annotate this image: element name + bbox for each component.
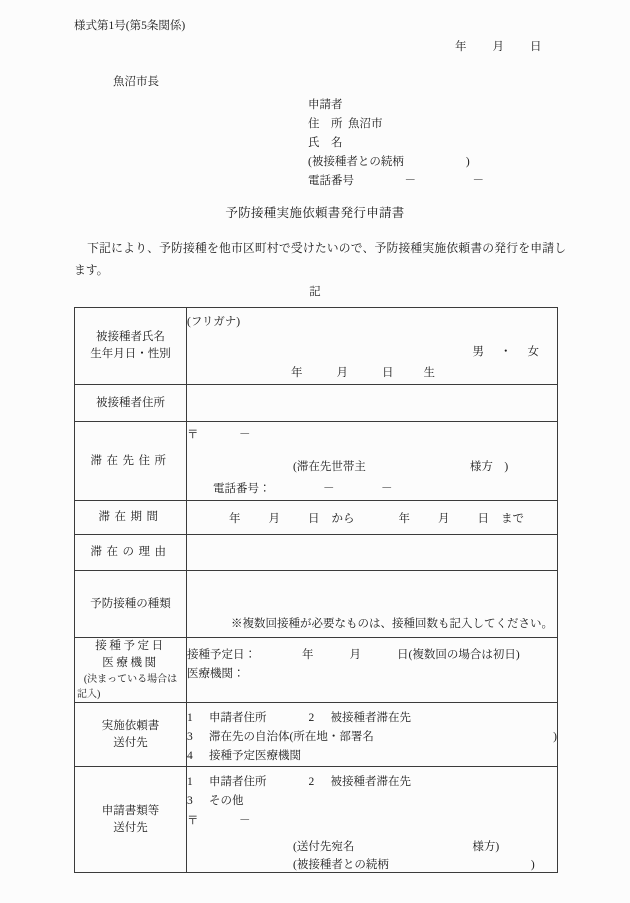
label-line-2: 送付先 <box>113 736 148 749</box>
applicant-tel-label: 電話番号 <box>308 175 354 187</box>
householder-label: (滞在先世帯主 <box>293 461 366 473</box>
from-year: 年 <box>229 512 241 525</box>
stay-period-line[interactable] <box>187 510 557 526</box>
applicant-title: 申請者 <box>308 99 343 111</box>
destination-name-line[interactable] <box>187 838 557 854</box>
label-line-1: 実施依頼書 <box>101 719 160 732</box>
stay-tel-label: 電話番号： <box>213 483 271 495</box>
option-item[interactable] <box>187 792 557 811</box>
date-month: 月 <box>492 41 504 53</box>
table-row <box>75 767 558 873</box>
destination-kinship-label: (被接種者との続柄 <box>293 859 389 871</box>
option-label[interactable]: 接種予定医療機関 <box>209 750 301 762</box>
option-label-2[interactable]: 被接種者滞在先 <box>330 776 411 788</box>
option-number: 3 <box>187 795 193 807</box>
request-destination-options[interactable] <box>187 709 557 766</box>
postal-code-line[interactable] <box>187 426 557 442</box>
table-row <box>75 703 558 767</box>
applicant-tel-row <box>308 172 484 191</box>
option-number: 3 <box>187 731 193 743</box>
row-label-stay-period: 滞在期間 <box>75 501 187 535</box>
date-line <box>455 38 542 54</box>
schedule-date-label: 接種予定日： <box>187 649 256 661</box>
to-year: 年 <box>398 512 410 525</box>
form-code: 様式第1号(第5条関係) <box>74 20 186 32</box>
destination-name-suffix: 様方) <box>472 841 500 853</box>
documents-destination-options[interactable] <box>187 773 557 811</box>
gender-male[interactable]: 男 <box>472 345 484 358</box>
option-number-2: 2 <box>308 776 315 788</box>
schedule-day-note: 日(複数回の場合は初日) <box>397 649 520 661</box>
applicant-tel-dash-2: － <box>472 175 484 187</box>
label-line-2: 送付先 <box>113 821 148 834</box>
stay-tel-dash-1: － <box>323 483 335 495</box>
postal-mark-icon: 〒 <box>187 429 199 441</box>
vaccine-count-note: ※複数回接種が必要なものは、接種回数も記入してください。 <box>231 618 553 630</box>
row-value-stay-period[interactable] <box>187 501 558 535</box>
option-label-2[interactable]: 被接種者滞在先 <box>330 712 411 724</box>
furigana-label: (フリガナ) <box>187 315 241 328</box>
applicant-name-label: 氏 名 <box>308 137 343 149</box>
option-label[interactable]: 申請者住所 <box>209 776 267 788</box>
destination-kinship-line[interactable] <box>187 856 557 872</box>
option-number-2: 2 <box>308 712 315 724</box>
label-line-2: 医療機関 <box>102 657 159 669</box>
postal-dash: － <box>239 429 251 441</box>
applicant-kinship-row <box>308 153 484 172</box>
birth-suffix: 生 <box>423 366 435 379</box>
applicant-kinship-close: ) <box>465 156 470 168</box>
option-item[interactable] <box>187 747 557 766</box>
postal-dash: － <box>239 815 251 827</box>
applicant-block <box>308 96 484 191</box>
option-item[interactable] <box>187 728 557 747</box>
option-label[interactable]: 申請者住所 <box>209 712 267 724</box>
table-row <box>75 638 558 703</box>
birth-day: 日 <box>382 366 394 379</box>
destination-name-label: (送付先宛名 <box>293 841 355 853</box>
from-word: から <box>331 512 355 525</box>
birth-month: 月 <box>336 366 348 379</box>
stay-tel-line[interactable] <box>187 480 557 496</box>
applicant-kinship-label: (被接種者との続柄 <box>308 156 404 168</box>
to-word: まで <box>501 512 524 525</box>
gender-choice[interactable] <box>187 343 557 359</box>
destination-postal-line[interactable] <box>187 812 557 828</box>
institution-label: 医療機関： <box>187 668 245 680</box>
row-value-schedule[interactable] <box>187 638 558 703</box>
row-value-name-birth[interactable] <box>187 308 558 385</box>
label-line-2: 生年月日・性別 <box>90 348 171 360</box>
applicant-address-row <box>308 115 484 134</box>
option-number: 1 <box>187 712 193 724</box>
row-label-request-destination <box>75 703 187 767</box>
table-row <box>75 385 558 422</box>
application-table <box>74 307 558 873</box>
body-paragraph <box>74 237 566 281</box>
to-month: 月 <box>438 512 450 525</box>
birth-year: 年 <box>291 366 303 379</box>
page-title: 予防接種実施依頼書発行申請書 <box>225 206 405 220</box>
birth-date-line[interactable] <box>187 364 557 380</box>
row-label-vaccinee-address: 被接種者住所 <box>75 385 187 422</box>
label-note-2: 記入) <box>77 689 101 700</box>
table-row <box>75 535 558 571</box>
label-line-1: 申請書類等 <box>101 804 160 817</box>
institution-line[interactable] <box>187 665 557 684</box>
row-label-vaccine-type: 予防接種の種類 <box>75 571 187 638</box>
option-item[interactable] <box>187 709 557 728</box>
option-number: 4 <box>187 750 193 762</box>
ki-mark: 記 <box>309 286 321 298</box>
postal-mark-icon: 〒 <box>187 815 199 827</box>
gender-female[interactable]: 女 <box>527 345 539 358</box>
option-close-paren: ) <box>553 731 557 743</box>
label-line-1: 接種予定日 <box>95 640 166 652</box>
row-label-name-birth <box>75 308 187 385</box>
to-day: 日 <box>477 512 489 525</box>
table-row <box>75 308 558 385</box>
row-value-vaccine-type[interactable] <box>187 571 558 638</box>
householder-suffix: 様方 ) <box>469 461 509 473</box>
option-item[interactable] <box>187 773 557 792</box>
schedule-month: 月 <box>349 649 361 661</box>
from-day: 日 <box>308 512 320 525</box>
table-row <box>75 501 558 535</box>
schedule-date-line[interactable] <box>187 646 557 665</box>
schedule-year: 年 <box>302 649 314 661</box>
row-value-stay-address[interactable] <box>187 422 558 501</box>
destination-kinship-close: ) <box>530 859 535 871</box>
body-text: 下記により、予防接種を他市区町村で受けたいので、予防接種実施依頼書の発行を申請します。 <box>74 241 566 277</box>
row-value-documents-destination[interactable] <box>187 767 558 873</box>
row-value-stay-reason[interactable] <box>187 535 558 571</box>
from-month: 月 <box>268 512 280 525</box>
applicant-tel-dash-1: － <box>404 175 416 187</box>
label-line-1: 被接種者氏名 <box>96 331 165 343</box>
table-row <box>75 422 558 501</box>
row-label-stay-reason: 滞在の理由 <box>75 535 187 571</box>
date-year: 年 <box>455 41 467 53</box>
option-label[interactable]: その他 <box>209 795 244 807</box>
householder-line[interactable] <box>187 458 557 474</box>
row-label-schedule <box>75 638 187 703</box>
row-label-stay-address: 滞在先住所 <box>75 422 187 501</box>
stay-tel-dash-2: － <box>381 483 393 495</box>
addressee: 魚沼市長 <box>113 76 159 88</box>
gender-separator: ・ <box>500 345 512 358</box>
label-note-1: (決まっている場合は <box>83 674 178 685</box>
option-number: 1 <box>187 776 193 788</box>
table-row <box>75 571 558 638</box>
date-day: 日 <box>530 41 542 53</box>
row-label-documents-destination <box>75 767 187 873</box>
row-value-request-destination[interactable] <box>187 703 558 767</box>
option-label[interactable]: 滞在先の自治体(所在地・部署名 <box>209 731 374 743</box>
applicant-address-label: 住 所 <box>308 118 343 130</box>
row-value-vaccinee-address[interactable] <box>187 385 558 422</box>
applicant-name-row <box>308 134 484 153</box>
applicant-address-value: 魚沼市 <box>348 118 383 130</box>
